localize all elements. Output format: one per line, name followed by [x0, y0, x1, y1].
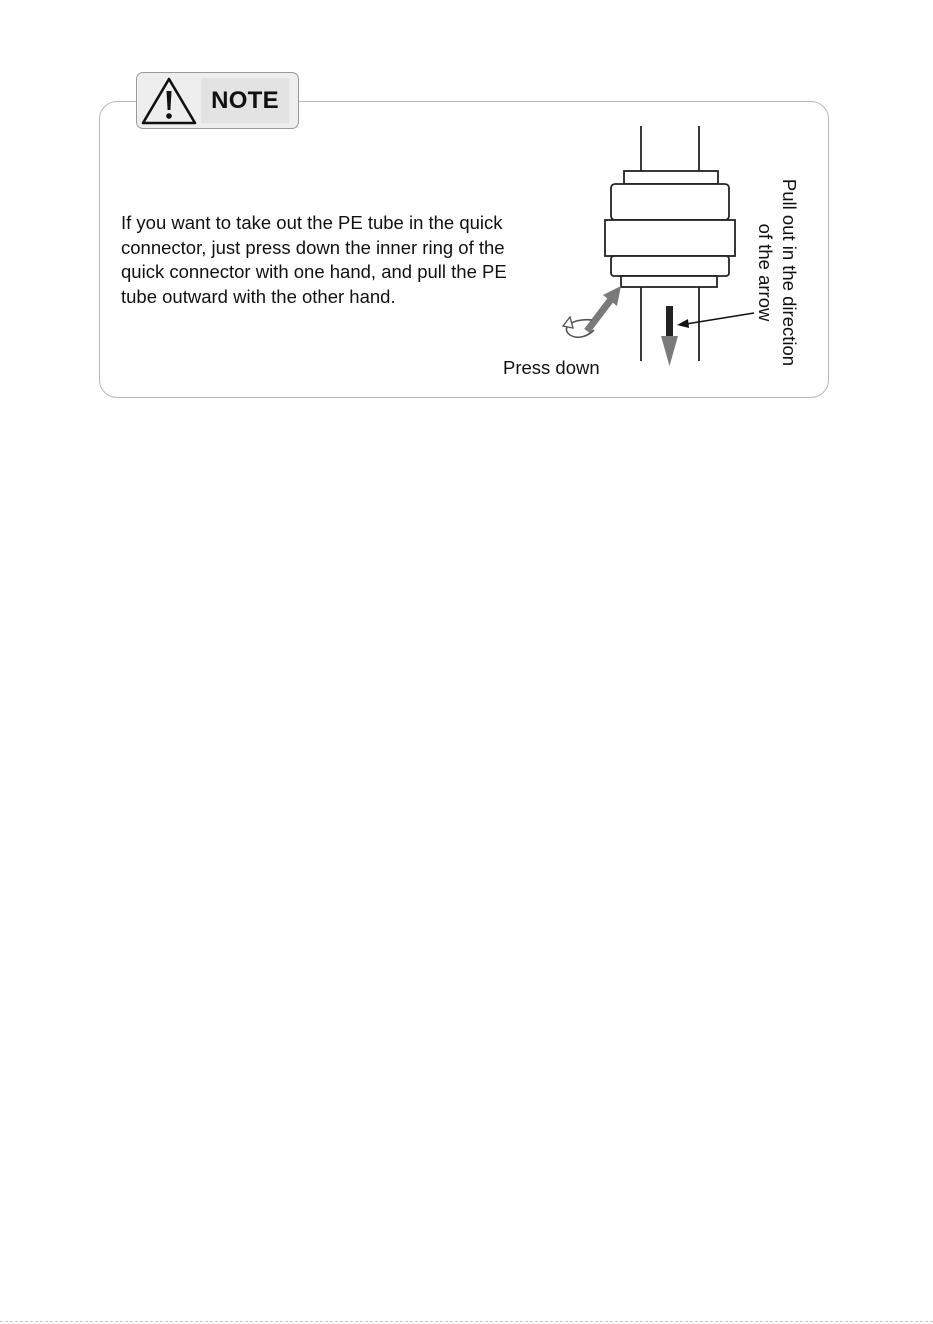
note-label: NOTE [211, 86, 279, 114]
pull-out-label-line: of the arrow [755, 223, 776, 322]
inner-ring [621, 276, 717, 287]
instruction-line: connector, just press down the inner ring of the [121, 236, 505, 258]
instruction-line: tube outward with the other hand. [121, 285, 396, 307]
press-down-arrow-icon [587, 286, 621, 331]
connector-lower-body [611, 256, 729, 276]
warning-triangle-icon [137, 74, 201, 128]
pull-out-label-line: Pull out in the direction [779, 178, 800, 367]
pull-out-arrow-icon [661, 306, 678, 366]
connector-upper-body [611, 184, 729, 220]
pull-out-label [751, 165, 801, 380]
pointer-arrow-icon [677, 313, 754, 328]
instruction-line: quick connector with one hand, and pull the PE [121, 261, 507, 282]
connector-middle-band [605, 220, 735, 256]
instruction-line: If you want to take out the PE tube in the quick [121, 212, 503, 233]
note-tab [136, 72, 299, 129]
page-bottom-rule [0, 1321, 933, 1322]
press-down-label: Press down [503, 357, 600, 378]
connector-top-collar [624, 171, 718, 184]
